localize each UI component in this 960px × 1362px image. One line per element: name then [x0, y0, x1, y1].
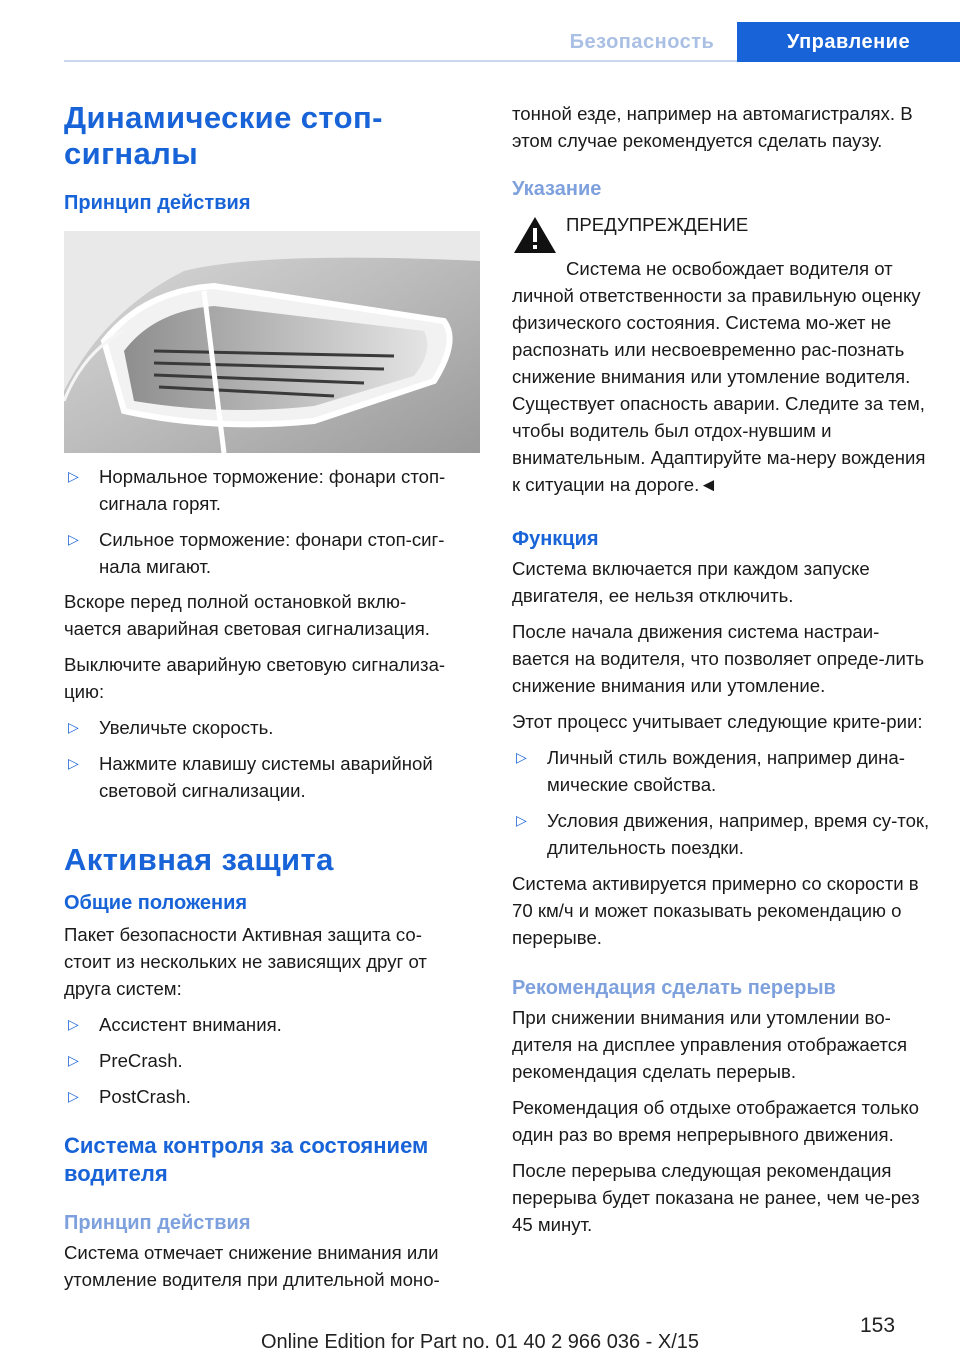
paragraph: При снижении внимания или утомлении во-дителя на дисплее управления отображается рекомендация сделать перерыв. — [512, 1007, 908, 1082]
list-item: ▷ Нажмите клавишу системы аварийной световой сигнализации. — [64, 750, 460, 804]
subheading-general: Общие положения — [64, 892, 248, 914]
list-item: ▷ PostCrash. — [64, 1083, 460, 1110]
list-item: ▷ Личный стиль вождения, например дина-мические свойства. — [512, 744, 932, 798]
paragraph: Система активируется примерно со скорости в 70 км/ч и может показывать рекомендацию о перерыве. — [512, 873, 919, 948]
list-item: ▷ Увеличьте скорость. — [64, 714, 460, 741]
triangle-right-icon: ▷ — [68, 531, 79, 547]
triangle-right-icon: ▷ — [68, 1016, 79, 1032]
tab-safety[interactable]: Безопасность — [569, 31, 715, 53]
criteria-list — [512, 744, 932, 861]
list-item: ▷ Ассистент внимания. — [64, 1011, 460, 1038]
triangle-right-icon: ▷ — [516, 812, 527, 828]
list-item: ▷ Нормальное торможение: фонари стоп-сигнала горят. — [64, 463, 460, 517]
triangle-right-icon: ▷ — [68, 468, 79, 484]
paragraph: Выключите аварийную световую сигнализа-цию: — [64, 654, 446, 702]
left-column — [64, 100, 460, 1293]
warning-title: ПРЕДУПРЕЖДЕНИЕ — [566, 214, 749, 235]
triangle-right-icon: ▷ — [68, 719, 79, 735]
triangle-right-icon: ▷ — [68, 755, 79, 771]
warning-block — [512, 211, 932, 255]
subheading-function: Функция — [512, 528, 599, 550]
list-item: ▷ Условия движения, например, время су-ток, длительность поездки. — [512, 807, 932, 861]
paragraph: Система включается при каждом запуске двигателя, ее нельзя отключить. — [512, 558, 870, 606]
subheading-principle: Принцип действия — [64, 192, 251, 214]
tail-light-photo — [64, 231, 480, 453]
warning-text: Система не освобождает водителя от личной ответственности за правильную оценку физического состояния. Система мо-жет не распознать или несвоевременно рас-познать снижение внимания или утомление водителя. Существует опасность аварии. Следите за тем, чтобы водитель был отдох-нувшим и внимательным. Адаптируйте ма-неру вождения к ситуации на дороге.◄ — [512, 258, 926, 495]
subheading-principle-2: Принцип действия — [64, 1212, 251, 1234]
list-item: ▷ Сильное торможение: фонари стоп-сиг-нала мигают. — [64, 526, 460, 580]
hazard-list — [64, 714, 460, 804]
paragraph: Вскоре перед полной остановкой вклю-чается аварийная световая сигнализация. — [64, 591, 430, 639]
brake-list — [64, 463, 460, 580]
paragraph: Рекомендация об отдыхе отображается только один раз во время непрерывного движения. — [512, 1097, 919, 1145]
warning-triangle-icon — [512, 211, 558, 255]
triangle-right-icon: ▷ — [68, 1088, 79, 1104]
subheading-note: Указание — [512, 178, 602, 200]
footer-edition: Online Edition for Part no. 01 40 2 966 036 - X/15 — [260, 1331, 700, 1353]
page-number: 153 — [860, 1314, 896, 1337]
subheading-break-recommendation: Рекомендация сделать перерыв — [512, 977, 836, 999]
triangle-right-icon: ▷ — [68, 1052, 79, 1068]
subheading-driver-monitoring: Система контроля за состоянием водителя — [64, 1133, 429, 1186]
list-item: ▷ PreCrash. — [64, 1047, 460, 1074]
paragraph: Этот процесс учитывает следующие крите-рии: — [512, 711, 923, 732]
right-column — [512, 100, 932, 1238]
systems-list — [64, 1011, 460, 1110]
paragraph: После перерыва следующая рекомендация перерыва будет показана не ранее, чем че-рез 45 минут. — [512, 1160, 920, 1235]
paragraph: Система отмечает снижение внимания или утомление водителя при длительной моно- — [64, 1242, 440, 1290]
paragraph: После начала движения система настраи-вается на водителя, что позволяет опреде-лить снижение внимания или утомление. — [512, 621, 925, 696]
section-title-dynamic-brake-lights: Динамические стоп-сигналы — [64, 100, 383, 171]
paragraph: тонной езде, например на автомагистралях. В этом случае рекомендуется сделать паузу. — [512, 103, 913, 151]
paragraph: Пакет безопасности Активная защита со-стоит из нескольких не зависящих друг от друга систем: — [64, 924, 427, 999]
section-title-active-protection: Активная защита — [64, 842, 334, 877]
tab-controls[interactable]: Управление — [737, 22, 960, 62]
triangle-right-icon: ▷ — [516, 749, 527, 765]
